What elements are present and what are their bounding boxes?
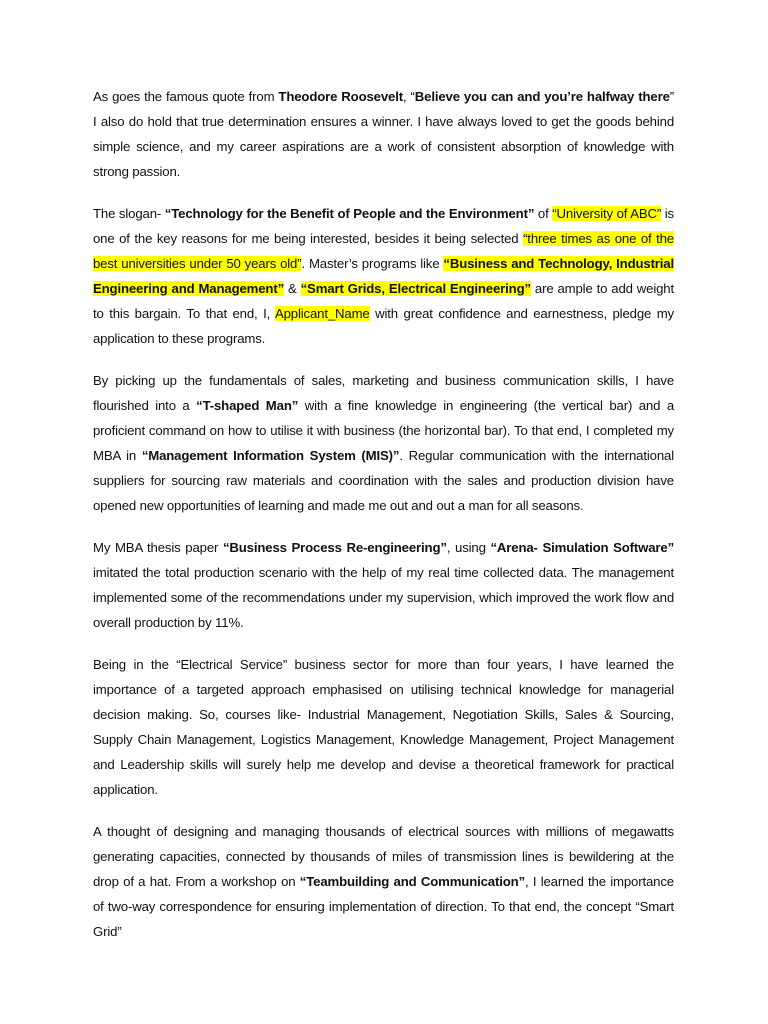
highlighted-text: “three times as one of the best universities under 50 years old” <box>93 231 674 271</box>
paragraph <box>93 84 674 184</box>
document-body <box>93 84 674 961</box>
bold-text: Believe you can and you’re halfway there <box>414 89 670 104</box>
text-span: The slogan- <box>93 206 165 221</box>
bold-text: “Management Information System (MIS)” <box>141 448 400 463</box>
paragraph <box>93 368 674 518</box>
bold-text: Theodore Roosevelt <box>278 89 403 104</box>
paragraph <box>93 652 674 802</box>
text-span: A thought of designing and managing thousands of electrical sources with millions of megawatts generating capacities, connected by thousands of miles of transmission lines is bewildering at the drop of a hat. From a workshop on <box>93 824 674 889</box>
bold-text: “T-shaped Man” <box>196 398 299 413</box>
text-span: ” I also do hold that true determination ensures a winner. I have always loved to get the goods behind simple science, and my career aspirations are a work of consistent absorption of knowledge with strong passion. <box>93 89 674 179</box>
text-span: , I learned the importance of two-way correspondence for ensuring implementation of direction. To that end, the concept “Smart Grid” <box>93 874 674 939</box>
text-span: As goes the famous quote from <box>93 89 279 104</box>
highlighted-bold-text: “Smart Grids, Electrical Engineering” <box>300 281 531 296</box>
highlighted-text: “University of ABC” <box>552 206 662 221</box>
bold-text: “Arena- Simulation Software” <box>490 540 675 555</box>
text-span: , “ <box>403 89 415 104</box>
text-span: is one of the key reasons for me being interested, besides it being selected <box>93 206 674 246</box>
text-span: My MBA thesis paper <box>93 540 223 555</box>
text-span: By picking up the fundamentals of sales, marketing and business communication skills, I have flourished into a <box>93 373 674 413</box>
text-span: are ample to add weight to this bargain. To that end, I, <box>93 281 675 321</box>
bold-text: “Teambuilding and Communication” <box>299 874 525 889</box>
text-span: , using <box>446 540 491 555</box>
highlighted-bold-text: “Business and Technology, Industrial Engineering and Management” <box>93 256 675 296</box>
text-span: with great confidence and earnestness, pledge my application to these programs. <box>93 306 674 346</box>
text-span: imitated the total production scenario with the help of my real time collected data. The management implemented some of the recommendations under my supervision, which improved the work flow and overall production by 11%. <box>93 565 674 630</box>
text-span: Being in the “Electrical Service” business sector for more than four years, I have learned the importance of a targeted approach emphasised on utilising technical knowledge for managerial decision making. So, courses like- Industrial Management, Negotiation Skills, Sales & Sourcing, Supply Chain Management, Logistics Management, Knowledge Management, Project Management and Leadership skills will surely help me develop and devise a theoretical framework for practical application. <box>93 657 674 797</box>
bold-text: “Technology for the Benefit of People and the Environment” <box>164 206 535 221</box>
text-span: . Regular communication with the international suppliers for sourcing raw materials and coordination with the sales and production division have opened new opportunities of learning and made me out and out a man for all seasons. <box>93 448 674 513</box>
applicant-name-placeholder: Applicant_Name <box>274 306 370 321</box>
text-span: with a fine knowledge in engineering (the vertical bar) and a proficient command on how to utilise it with business (the horizontal bar). To that end, I completed my MBA in <box>93 398 675 463</box>
text-span: & <box>284 281 301 296</box>
bold-text: “Business Process Re-engineering” <box>222 540 447 555</box>
paragraph <box>93 535 674 635</box>
paragraph <box>93 201 674 351</box>
text-span: . Master’s programs like <box>301 256 444 271</box>
paragraph <box>93 819 674 944</box>
text-span: of <box>534 206 553 221</box>
